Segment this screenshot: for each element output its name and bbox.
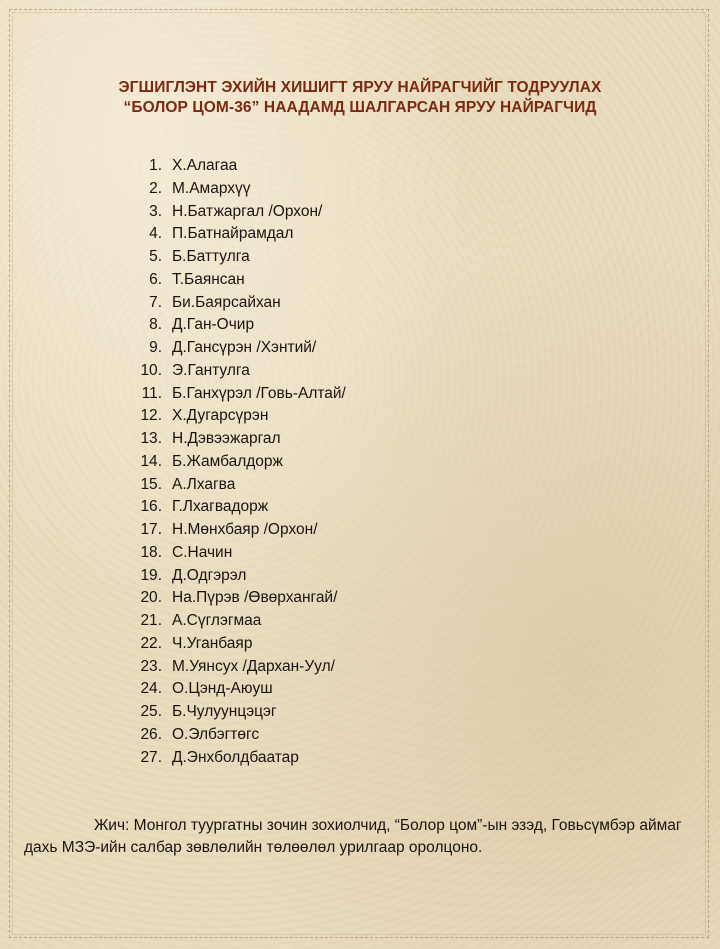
- list-item-number: 20 .: [130, 587, 162, 610]
- list-item-name: Д.Ган-Очир: [172, 316, 255, 334]
- document-title-line-1: ЭГШИГЛЭНТ ЭХИЙН ХИШИГТ ЯРУУ НАЙРАГЧИЙГ ТОДРУУЛАХ: [118, 79, 602, 96]
- poet-list: [130, 155, 346, 769]
- list-item: [130, 246, 346, 269]
- list-item-number: 19 .: [130, 565, 162, 588]
- list-item-name: Ч.Уганбаяр: [172, 634, 253, 652]
- list-item: [130, 724, 346, 747]
- footnote-text: Жич: Монгол туургатны зочин зохиолчид, “Болор цом”-ын эзэд, Говьсүмбэр аймаг дахь МЗЭ-ийн салбар зөвлөлийн төлөөлөл урилгаар оролцоно.: [24, 817, 682, 856]
- list-item: [130, 633, 346, 656]
- list-item-name: Х.Алагаа: [172, 157, 238, 174]
- list-item: [130, 360, 346, 383]
- document-title-line-2: “БОЛОР ЦОМ-36” НААДАМД ШАЛГАРСАН ЯРУУ НАЙРАГЧИД: [123, 99, 597, 116]
- list-item-number: 5 .: [130, 246, 162, 269]
- list-item-name: Э.Гантулга: [172, 361, 250, 379]
- list-item: [130, 155, 346, 178]
- list-item: [130, 474, 346, 497]
- list-item-name: Д.Одгэрэл: [172, 566, 247, 584]
- list-item-name: Т.Баянсан: [172, 270, 245, 288]
- list-item: [130, 337, 346, 360]
- list-item-name: Д.Гансүрэн /Хэнтий/: [172, 339, 317, 356]
- list-item-name: Н.Батжаргал /Орхон/: [172, 202, 323, 220]
- list-item: [130, 565, 346, 588]
- list-item: [130, 610, 346, 633]
- list-item: [130, 292, 346, 315]
- list-item-name: П.Батнайрамдал: [172, 225, 294, 243]
- list-item-name: М.Уянсух /Дархан-Уул/: [172, 657, 335, 675]
- list-item-number: 23 .: [130, 656, 162, 679]
- list-item-number: 11 .: [130, 383, 162, 406]
- list-item: [130, 269, 346, 292]
- list-item: [130, 587, 346, 610]
- list-item-number: 12 .: [130, 405, 162, 428]
- list-item-name: Н.Мөнхбаяр /Орхон/: [172, 521, 318, 538]
- list-item-number: 24 .: [130, 678, 162, 701]
- list-item-number: 9 .: [130, 337, 162, 360]
- list-item-name: С.Начин: [172, 543, 233, 561]
- list-item-name: А.Лхагва: [172, 475, 236, 493]
- list-item-name: На.Пүрэв /Өвөрхангай/: [172, 589, 338, 607]
- list-item-number: 4 .: [130, 223, 162, 246]
- list-item: [130, 405, 346, 428]
- list-item-name: А.Сүглэгмаа: [172, 612, 262, 629]
- list-item: [130, 678, 346, 701]
- list-item-number: 6 .: [130, 269, 162, 292]
- list-item-number: 15 .: [130, 474, 162, 497]
- list-item: [130, 701, 346, 724]
- list-item-name: Н.Дэвээжаргал: [172, 430, 281, 447]
- list-item: [130, 451, 346, 474]
- list-item-number: 17 .: [130, 519, 162, 542]
- list-item-number: 21 .: [130, 610, 162, 633]
- list-item-number: 26 .: [130, 724, 162, 747]
- list-item: [130, 747, 346, 770]
- list-item: [130, 542, 346, 565]
- list-item-number: 27 .: [130, 747, 162, 770]
- list-item-name: Б.Жамбалдорж: [172, 452, 283, 470]
- list-item: [130, 314, 346, 337]
- footnote: [24, 815, 692, 859]
- list-item-number: 1 .: [130, 155, 162, 178]
- list-item-name: Б.Чулуунцэцэг: [172, 703, 277, 720]
- list-item-number: 13 .: [130, 428, 162, 451]
- list-item: [130, 496, 346, 519]
- list-item: [130, 383, 346, 406]
- list-item: [130, 656, 346, 679]
- list-item-name: О.Элбэгтөгс: [172, 725, 260, 743]
- list-item-number: 3 .: [130, 201, 162, 224]
- list-item: [130, 428, 346, 451]
- list-item-number: 25 .: [130, 701, 162, 724]
- list-item-name: М.Амархүү: [172, 179, 251, 197]
- list-item-name: О.Цэнд-Аюуш: [172, 680, 273, 698]
- list-item-name: Би.Баярсайхан: [172, 293, 281, 311]
- list-item-number: 22 .: [130, 633, 162, 656]
- list-item-number: 16 .: [130, 496, 162, 519]
- list-item: [130, 201, 346, 224]
- list-item-name: Д.Энхболдбаатар: [172, 748, 299, 766]
- list-item: [130, 178, 346, 201]
- list-item: [130, 519, 346, 542]
- list-item-name: Б.Ганхүрэл /Говь-Алтай/: [172, 384, 346, 402]
- list-item-number: 18 .: [130, 542, 162, 565]
- list-item: [130, 223, 346, 246]
- list-item-name: Г.Лхагвадорж: [172, 498, 269, 516]
- list-item-number: 10 .: [130, 360, 162, 383]
- list-item-number: 2 .: [130, 178, 162, 201]
- list-item-number: 7 .: [130, 292, 162, 315]
- list-item-name: Б.Баттулга: [172, 248, 250, 265]
- list-item-name: Х.Дугарсүрэн: [172, 407, 269, 425]
- list-item-number: 8 .: [130, 314, 162, 337]
- decorative-border-inner: [12, 12, 706, 935]
- list-item-number: 14 .: [130, 451, 162, 474]
